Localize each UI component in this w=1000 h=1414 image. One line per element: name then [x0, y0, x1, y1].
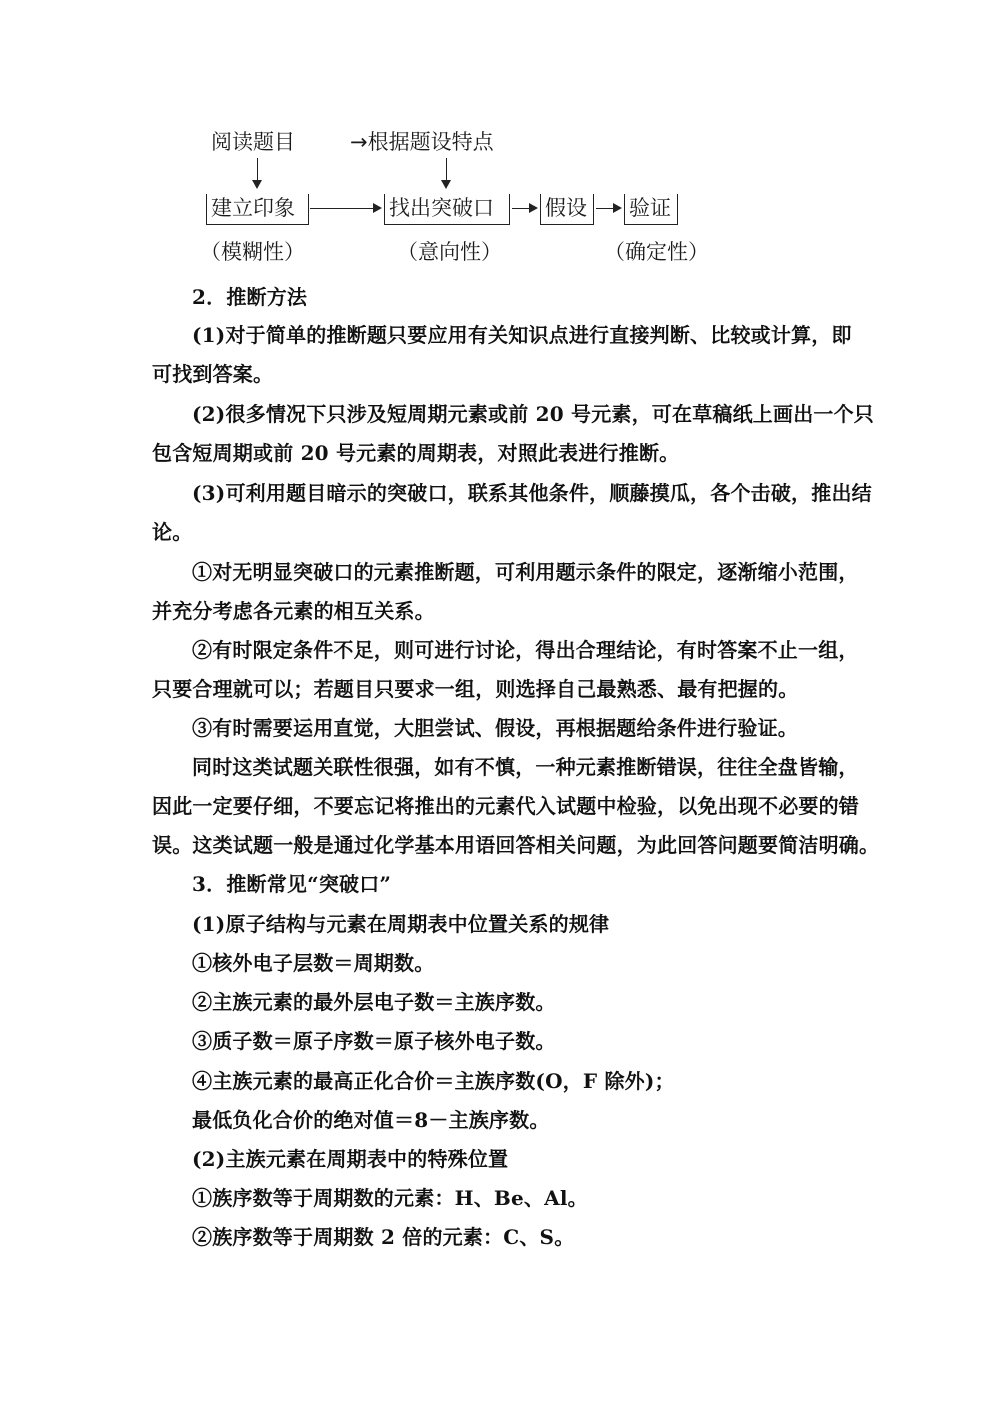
paragraph-2-3-line-2: 论。 [152, 520, 193, 544]
reasoning-flow-diagram [0, 0, 1000, 280]
paragraph-2-4-line-3: 误。这类试题一般是通过化学基本用语回答相关问题，为此回答问题要简洁明确。 [152, 833, 880, 857]
rule-3-2-2: ②族序数等于周期数 2 倍的元素：C、S。 [192, 1225, 575, 1249]
right-arrow-line-3 [596, 208, 614, 209]
section-3-heading: 3．推断常见“突破口” [192, 872, 392, 896]
rule-3-1-4: ④主族元素的最高正化合价＝主族序数(O，F 除外)； [192, 1069, 675, 1093]
paragraph-2-2-line-1: (2)很多情况下只涉及短周期元素或前 20 号元素，可在草稿纸上画出一个只 [192, 402, 874, 426]
flow-find-features: →根据题设特点 [350, 130, 494, 154]
paragraph-2-1-line-1: (1)对于简单的推断题只要应用有关知识点进行直接判断、比较或计算，即 [192, 323, 852, 347]
paragraph-3-1: (1)原子结构与元素在周期表中位置关系的规律 [192, 912, 610, 936]
right-arrow-head-1 [373, 203, 382, 213]
flow-build-impression: 建立印象 [211, 196, 295, 220]
right-arrow-line-1 [310, 208, 374, 209]
right-arrow-head-2 [529, 203, 538, 213]
paragraph-3-2: (2)主族元素在周期表中的特殊位置 [192, 1147, 509, 1171]
section-2-heading: 2．推断方法 [192, 285, 308, 309]
rule-3-1-2: ②主族元素的最外层电子数＝主族序数。 [192, 990, 556, 1014]
flow-find-breakthrough: 找出突破口 [389, 196, 494, 220]
rule-3-1-4b: 最低负化合价的绝对值＝8－主族序数。 [192, 1108, 550, 1132]
paragraph-2-c1-line-2: 并充分考虑各元素的相互关系。 [152, 599, 435, 623]
down-arrow-head-1 [252, 180, 262, 189]
paragraph-2-c1-line-1: ①对无明显突破口的元素推断题，可利用题示条件的限定，逐渐缩小范围， [192, 560, 859, 584]
rule-3-2-1: ①族序数等于周期数的元素：H、Be、Al。 [192, 1186, 588, 1210]
paragraph-2-4-line-2: 因此一定要仔细，不要忘记将推出的元素代入试题中检验，以免出现不必要的错 [152, 794, 859, 818]
flow-hypothesis: 假设 [545, 196, 587, 220]
flow-intention: （意向性） [397, 240, 502, 264]
paragraph-2-c3-line-1: ③有时需要运用直觉，大胆尝试、假设，再根据题给条件进行验证。 [192, 716, 798, 740]
paragraph-2-2-line-2: 包含短周期或前 20 号元素的周期表，对照此表进行推断。 [152, 441, 680, 465]
flow-fuzzy: （模糊性） [200, 240, 305, 264]
right-arrow-head-3 [613, 203, 622, 213]
down-arrow-line-1 [257, 158, 258, 182]
rule-3-1-3: ③质子数＝原子序数＝原子核外电子数。 [192, 1029, 556, 1053]
down-arrow-line-2 [446, 158, 447, 182]
paragraph-2-3-line-1: (3)可利用题目暗示的突破口，联系其他条件，顺藤摸瓜，各个击破，推出结 [192, 481, 872, 505]
paragraph-2-4-line-1: 同时这类试题关联性很强，如有不慎，一种元素推断错误，往往全盘皆输， [192, 755, 859, 779]
flow-read-question: 阅读题目 [211, 130, 295, 154]
flow-verify: 验证 [629, 196, 671, 220]
paragraph-2-c2-line-1: ②有时限定条件不足，则可进行讨论，得出合理结论，有时答案不止一组， [192, 638, 859, 662]
right-arrow-line-2 [512, 208, 530, 209]
down-arrow-head-2 [441, 180, 451, 189]
flow-certainty: （确定性） [604, 240, 709, 264]
paragraph-2-c2-line-2: 只要合理就可以；若题目只要求一组，则选择自己最熟悉、最有把握的。 [152, 677, 799, 701]
rule-3-1-1: ①核外电子层数＝周期数。 [192, 951, 435, 975]
paragraph-2-1-line-2: 可找到答案。 [152, 362, 274, 386]
